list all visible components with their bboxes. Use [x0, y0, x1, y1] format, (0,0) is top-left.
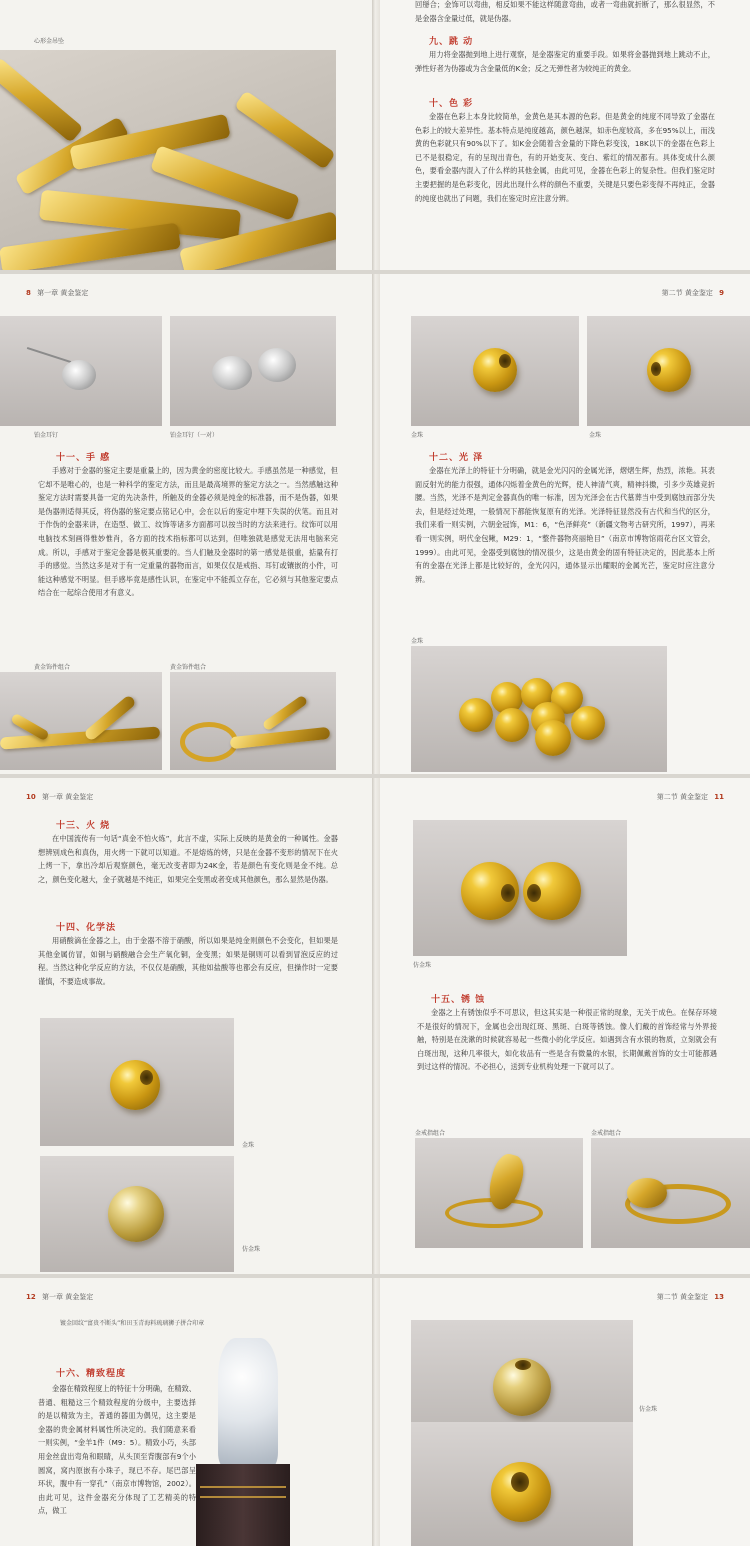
- book-gutter: [372, 274, 380, 774]
- photo-caption: 金戒指组合: [415, 1130, 446, 1137]
- paragraph-jump: 用力将金器抛到地上进行观察，是金器鉴定的重要手段。如果将金器抛到地上跳动不止，弹性好者为伪器或为含金量低的K金；反之无弹性者为较纯正的黄金。: [415, 50, 715, 73]
- bead-hole: [501, 884, 515, 902]
- imitation-bead-photo: [411, 1422, 633, 1546]
- gold-bead: [110, 1060, 160, 1110]
- section-title: 黄金鉴定: [680, 793, 709, 801]
- gold-bead: [459, 698, 493, 732]
- earring-pin: [27, 347, 71, 363]
- page-left: [0, 274, 374, 774]
- chapter-title: 黄金鉴定: [65, 793, 94, 801]
- imitation-gold-bead: [523, 862, 581, 920]
- page-left: [0, 1278, 374, 1546]
- gold-bead: [473, 348, 517, 392]
- chapter-title: 黄金鉴定: [60, 289, 89, 297]
- paragraph-color: 金器在色彩上本身比较简单，金黄色是其本源的色彩。但是黄金的纯度不同导致了金器在色彩上的较大差异性。基本特点是纯度越高，颜色越深，如赤色度较高，多在95%以上，而浅黄的色彩就只有90%以下了。如K金会随着含金量的下降色彩变浅，18K以下的金器在色彩上已不是很稳定，有的呈现出青色，有的开始变灰、变白、紫红的情况都有。具体变成什么颜色，要看金器内混入了什么样的其他金属，由此可见，金器在色彩上的复杂性。但我们鉴定时主要把握的是色彩变化，因此出现什么样的颜色不重要，关键是只要色彩变得不再纯正，金器的纯度也就出了问题，我们在鉴定时应注意分辨。: [415, 112, 715, 203]
- gold-set-photo: [170, 672, 336, 770]
- photo-caption: 仿金珠: [639, 1406, 658, 1413]
- heading-jump: 九、跳 动: [429, 37, 474, 47]
- bead-hole: [515, 1360, 531, 1370]
- seal-base: [196, 1464, 290, 1546]
- spread-3: [0, 778, 750, 1274]
- gold-bead-photo: [40, 1018, 234, 1146]
- section-title: 黄金鉴定: [684, 289, 713, 297]
- paragraph-fire: 在中国流传有一句话“真金不怕火炼”，此言不虚，实际上反映的是黄金的一种属性。金器想辨别成色和真伪，用火烤一下就可以知道。不是熔炼的烤，只是在金器不变形的情况下在火上烤一下，拿出冷却后观察颜色，毫无改变者即为24K金，若是颜色有变化则是金不纯。总之，颜色变化越大，金子就越是不纯正，如果完全变黑或者变成其他颜色，那么显然是伪器。: [38, 834, 338, 884]
- page-number: 8: [26, 289, 31, 297]
- chapter-title: 黄金鉴定: [65, 1293, 94, 1301]
- photo-caption: 黄金饰件组合: [34, 664, 71, 671]
- paragraph-hand-feel: 手感对于金器的鉴定主要是重量上的，因为黄金的密度比较大。手感虽然是一种感觉，但它却不是唯心的，也是一种科学的鉴定方法，而且是最高境界的鉴定方法之一。当然感触这种鉴定方法时需要具备一定的先决条件，所触及的金器必须是纯金的标准器，而不是伪器，如果是伪器则适得其反，将伪器的鉴定要点铭记心中，会在以后的鉴定中埋下失误的伏笔。而且对于作伪的金器来讲，在造型、做工、纹饰等诸多方面都可以按当时的方法来进行。纹饰可以用电脑技术刻画得惟妙惟肖，各方面的技术指标都可以达到，但唯独就是感觉无法用电脑来完成。所以，手感对于鉴定金器是极其重要的。当人们触及金器时的第一感觉是很重，掂量有打手的感觉。当然这多是对于有一定重量的器物而言，如果仅仅是戒指、耳钉或镶嵌的小件，可能这种感觉不明显。但手感毕竟是感性认识，在鉴定中不能孤立存在，它必须与其他鉴定要点结合在一起综合使用才有意义。: [38, 466, 338, 598]
- heading-luster: 十二、光 泽: [429, 453, 484, 463]
- page-right: [377, 274, 750, 774]
- heading-hand-feel: 十一、手 感: [56, 453, 111, 463]
- section-label: 第二节: [661, 289, 683, 297]
- gold-set-photo: [0, 672, 162, 770]
- gold-chain-link: [262, 695, 309, 732]
- paragraph-refinement: 金器在精致程度上的特征十分明确，在精致、普通、粗糙这三个精致程度的分级中，主要选择的是以精致为主，普通的器皿为偶见，这主要是金器的贵金属材料属性所决定的。我们随意来看一则实例，“金羊1件（M9：5）。精致小巧，头部用金丝盘出弯角和眼睛，从头顶至背腹部有9个小圆窝，窝内原嵌有小珠子，现已不存。尾巴部呈环状，腹中有一穿孔”（南京市博物馆，2002）。由此可见，这件金器充分体现了工艺精美的特点，做工: [38, 1384, 196, 1516]
- page-number: 9: [719, 289, 724, 297]
- photo-caption: 镀金回纹“富贵不断头”和田玉青海料琉璃狮子拼合印章: [60, 1320, 205, 1327]
- gold-ring-photo: [415, 1138, 583, 1248]
- page-right: [377, 778, 750, 1274]
- earring-pair-photo: [170, 316, 336, 426]
- photo-caption: 金珠: [411, 432, 424, 439]
- chapter-label: 第一章: [41, 1293, 63, 1301]
- heading-color: 十、色 彩: [429, 99, 474, 109]
- section-label: 第二节: [656, 1293, 678, 1301]
- seal-photo: [196, 1328, 300, 1546]
- gold-chain-link: [234, 90, 336, 169]
- gold-bead: [495, 708, 529, 742]
- spread-1: [0, 0, 750, 270]
- gold-beads-group-photo: [411, 646, 667, 772]
- bead-hole: [527, 884, 541, 902]
- page-number: 11: [714, 793, 724, 801]
- chapter-label: 第一章: [37, 289, 59, 297]
- intro-paragraph: 回掰合；金饰可以弯曲，相反如果不能这样随意弯曲，或者一弯曲就折断了，那么很显然，不是金器含金量过低，就是伪器。: [415, 0, 715, 23]
- paragraph-rust: 金器之上有锈蚀似乎不可思议，但这其实是一种很正常的现象，无关于成色。在保存环境不是很好的情况下，金属也会出现红斑、黑斑、白斑等锈蚀。像人们戴的首饰经常与外界接触，特别是在洗漱的时候就容易起一些微小的化学反应。如遇到含有水银的物质，立刻就会有白斑出现，这种几率很大，如化妆品有一些是含有微量的水银，长期佩戴首饰的女士可能都遇到过这样的情况。不必担心，送到专业机构处理一下就可以了。: [417, 1008, 717, 1072]
- heart-pendant-photo: [0, 50, 336, 270]
- gold-chain-link: [0, 57, 84, 143]
- bead-hole: [140, 1070, 153, 1085]
- photo-caption: 仿金珠: [242, 1246, 261, 1253]
- photo-caption: 金珠: [411, 638, 424, 645]
- running-header: [662, 288, 728, 298]
- gold-ring-setting: [627, 1178, 667, 1208]
- running-header: [22, 792, 93, 802]
- photo-caption: 仿金珠: [413, 962, 432, 969]
- bead-hole: [511, 1472, 529, 1492]
- imitation-bead-photo: [40, 1156, 234, 1272]
- book-gutter: [372, 778, 380, 1274]
- book-gutter: [372, 1278, 380, 1546]
- photo-caption: 铂金耳钉: [34, 432, 59, 439]
- fret-pattern-band: [200, 1486, 286, 1498]
- page-number: 12: [26, 1293, 36, 1301]
- page-number: 13: [714, 1293, 724, 1301]
- bead-hole: [499, 354, 511, 368]
- spread-4: [0, 1278, 750, 1546]
- running-header: [657, 1292, 728, 1302]
- gold-bead: [647, 348, 691, 392]
- gold-bead-photo: [587, 316, 750, 426]
- photo-caption: 心形金吊坠: [34, 38, 65, 45]
- bead-hole: [651, 362, 661, 376]
- imitation-gold-bead: [491, 1462, 551, 1522]
- photo-caption: 金珠: [242, 1142, 255, 1149]
- running-header: [657, 792, 728, 802]
- imitation-gold-bead: [493, 1358, 551, 1416]
- gold-ring-photo: [591, 1138, 750, 1248]
- page-right: [377, 1278, 750, 1546]
- earring-stud: [258, 348, 296, 382]
- gold-bead: [571, 706, 605, 740]
- page-left: [0, 0, 374, 270]
- photo-caption: 黄金饰件组合: [170, 664, 207, 671]
- paragraph-luster: 金器在光泽上的特征十分明确，就是金光闪闪的金属光泽，熠熠生辉，热烈，浓艳。其表面反射光的能力很强，通体闪烁着金黄色的光辉，使人神清气爽，精神抖擞，引多少英雄竞折腰。当然，光泽不是判定金器真伪的唯一标准，因为光泽会在古代墓葬当中受到腐蚀而部分失去，但是经过处理，一般情况下都能恢复原有的光泽。光泽特征显然没有古代和当代的区分，我们来看一则实例，六朝金冠饰，M1：6，“色泽鲜亮”（新疆文物考古研究所，1997），再来看一则实例，明代金包鳅，M29：1，“整件器物亮丽艳目”（南京市博物馆雨花台区文管会，1999）。由此可见，金器受到腐蚀的情况很少，这是由黄金的固有特征决定的，因此基本上所有的金器在光泽上都是比较好的，金光闪闪，通体显示出耀眼的金属光芒，鉴定时应注意分辨。: [415, 466, 715, 584]
- page-number: 10: [26, 793, 36, 801]
- heading-fire: 十三、火 烧: [56, 821, 111, 831]
- gold-chain-link: [230, 727, 331, 749]
- chapter-label: 第一章: [41, 793, 63, 801]
- gold-chain-link: [0, 223, 181, 270]
- imitation-gold-bead: [461, 862, 519, 920]
- photo-caption: 金珠: [589, 432, 602, 439]
- photo-caption: 金戒指组合: [591, 1130, 622, 1137]
- gold-bead: [535, 720, 571, 756]
- page-left: [0, 778, 374, 1274]
- running-header: [22, 288, 88, 298]
- heading-rust: 十五、锈 蚀: [431, 995, 486, 1005]
- section-title: 黄金鉴定: [680, 1293, 709, 1301]
- heading-refinement: 十六、精致程度: [56, 1369, 127, 1379]
- glass-lion-figure: [218, 1338, 278, 1468]
- book-gutter: [372, 0, 380, 270]
- earring-stud: [212, 356, 252, 390]
- section-label: 第二节: [656, 793, 678, 801]
- earring-stud: [62, 360, 96, 390]
- earring-photo: [0, 316, 162, 426]
- running-header: [22, 1292, 93, 1302]
- paragraph-chemical: 用硝酸滴在金器之上，由于金器不溶于硝酸，所以如果是纯金则颜色不会变化，但如果是其他金属仿冒，如铜与硝酸融合会生产氧化铜，金变黑；如果是铜则可以看到冒泡反应的过程。当然这种化学反应的方法，不仅仅是硝酸，其他如盐酸等也都会有反应，但操作时一定要谨慎，不要造成事故。: [38, 936, 338, 986]
- gold-bead-photo: [411, 316, 579, 426]
- imitation-gold-bead: [108, 1186, 164, 1242]
- imitation-bead-photo: [413, 820, 627, 956]
- spread-2: [0, 274, 750, 774]
- photo-caption: 铂金耳钉（一对）: [170, 432, 219, 439]
- page-right: [377, 0, 750, 270]
- heading-chemical: 十四、化学法: [56, 923, 117, 933]
